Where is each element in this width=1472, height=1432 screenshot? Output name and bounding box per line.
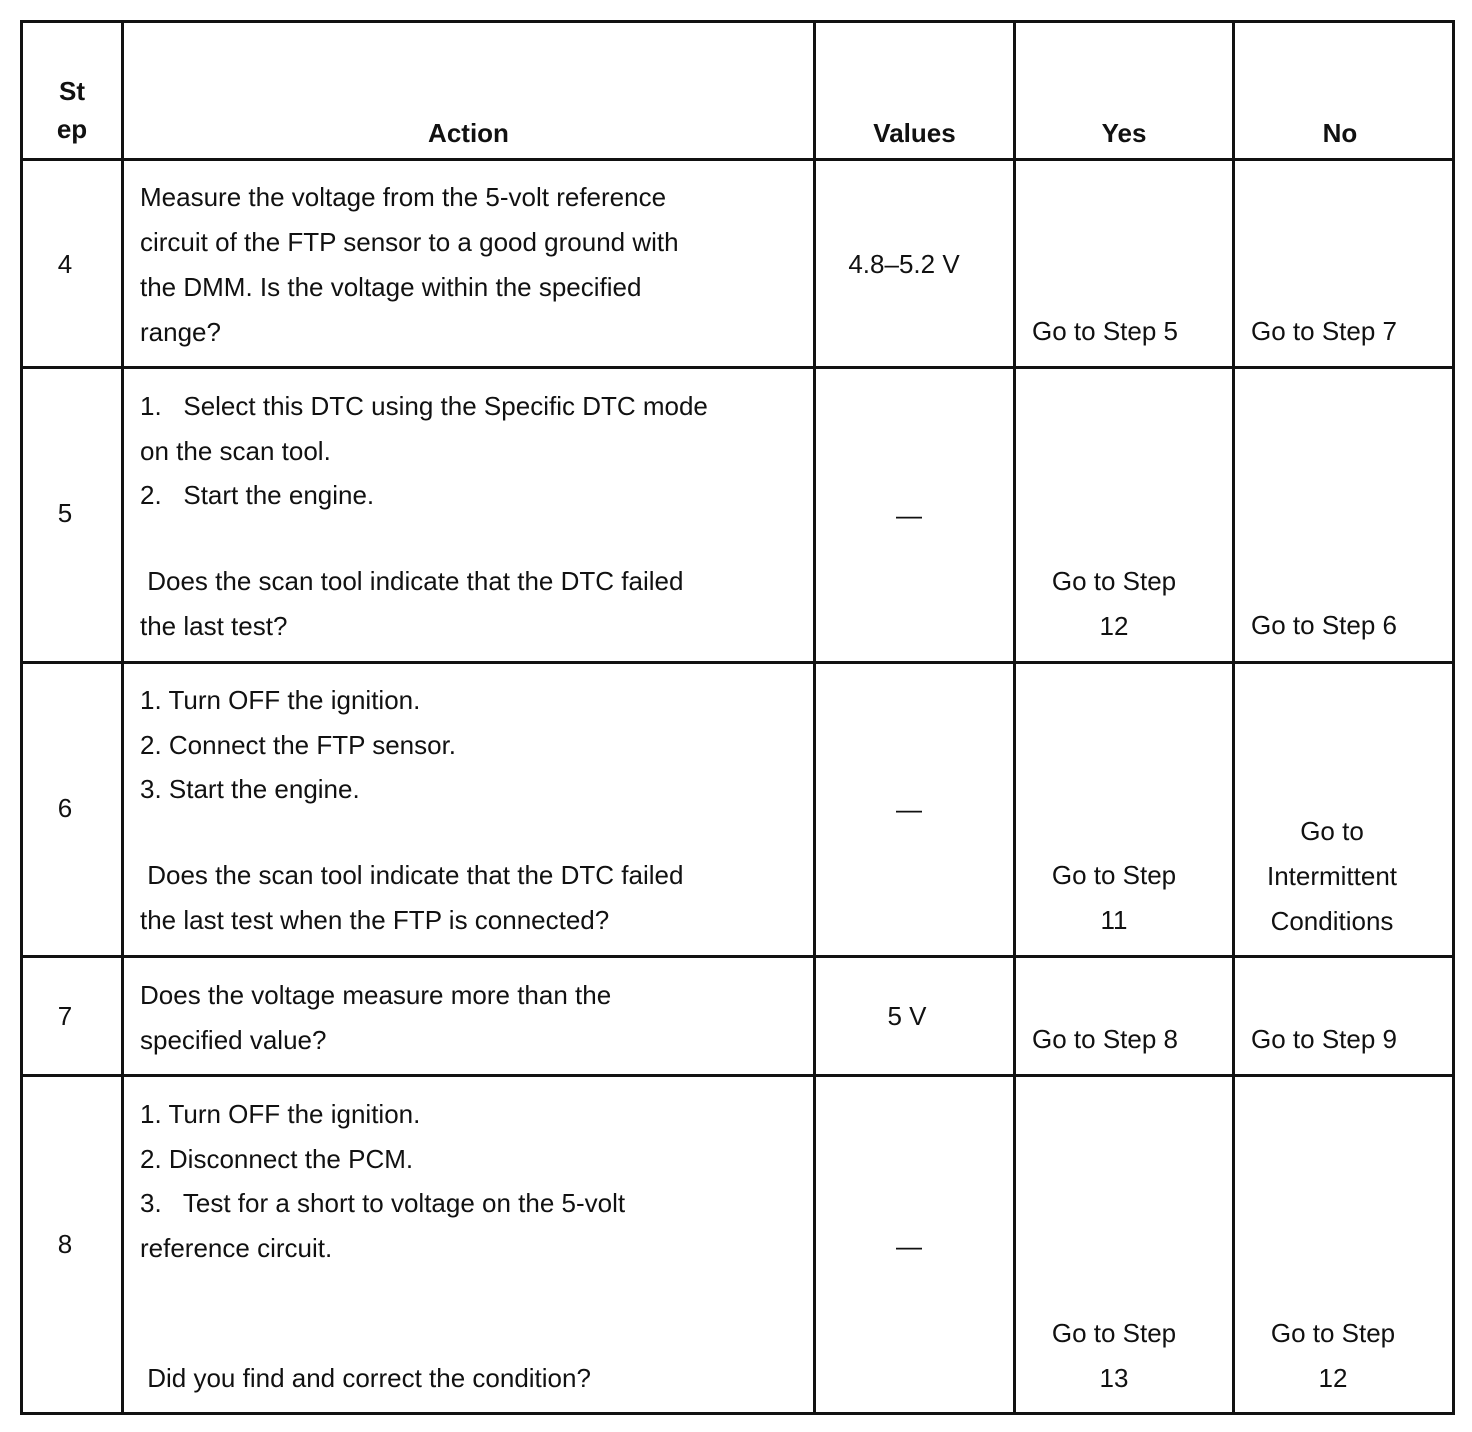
action-text: Measure the voltage from the 5-volt reference circuit of the FTP sensor to a good ground with the DMM. Is the voltage within the specified range? — [140, 182, 679, 347]
value-text: — — [896, 500, 922, 530]
header-yes: Yes — [1101, 118, 1147, 148]
column-divider — [813, 20, 816, 1415]
row-divider — [20, 158, 1455, 161]
step-number: 7 — [57, 1001, 73, 1031]
no-link[interactable]: Go to Step 9 — [1251, 1024, 1397, 1054]
action-item: 3. Test for a short to voltage on the 5-volt reference circuit. — [140, 1188, 626, 1263]
action-text: Does the voltage measure more than the specified value? — [140, 980, 612, 1055]
row-divider — [20, 366, 1455, 369]
action-item: 1. Select this DTC using the Specific DTC mode on the scan tool. — [140, 391, 708, 466]
value-text: 5 V — [887, 1001, 927, 1031]
no-link[interactable]: Go to Step 7 — [1251, 316, 1397, 346]
action-item: 1. Turn OFF the ignition. — [140, 1099, 421, 1129]
header-no: No — [1322, 118, 1358, 148]
value-text: 4.8–5.2 V — [848, 249, 960, 279]
step-number: 4 — [57, 249, 73, 279]
column-divider — [121, 20, 124, 1415]
column-divider — [1232, 20, 1235, 1415]
action-item: 1. Turn OFF the ignition. — [140, 685, 421, 715]
action-item: 2. Start the engine. — [140, 480, 375, 510]
step-number: 8 — [57, 1229, 73, 1259]
action-question: Did you find and correct the condition? — [140, 1363, 591, 1393]
row-divider — [20, 1074, 1455, 1077]
action-item: 2. Disconnect the PCM. — [140, 1144, 414, 1174]
action-question: Does the scan tool indicate that the DTC failed the last test? — [140, 566, 684, 641]
header-values: Values — [873, 118, 956, 148]
action-item: 3. Start the engine. — [140, 774, 360, 804]
header-step: St ep — [56, 76, 88, 144]
step-number: 6 — [57, 793, 73, 823]
action-item: 2. Connect the FTP sensor. — [140, 730, 457, 760]
yes-link[interactable]: Go to Step 5 — [1032, 316, 1178, 346]
no-link[interactable]: Go to Step 12 — [1270, 1318, 1396, 1393]
header-action: Action — [428, 118, 509, 148]
action-question: Does the scan tool indicate that the DTC failed the last test when the FTP is connected? — [140, 860, 684, 935]
value-text: — — [896, 1231, 922, 1261]
no-link[interactable]: Go to Intermittent Conditions — [1266, 816, 1398, 936]
row-divider — [20, 955, 1455, 958]
value-text: — — [896, 794, 922, 824]
yes-link[interactable]: Go to Step 13 — [1051, 1318, 1177, 1393]
yes-link[interactable]: Go to Step 8 — [1032, 1024, 1178, 1054]
no-link[interactable]: Go to Step 6 — [1251, 610, 1397, 640]
column-divider — [1013, 20, 1016, 1415]
yes-link[interactable]: Go to Step 12 — [1051, 566, 1177, 641]
yes-link[interactable]: Go to Step 11 — [1051, 860, 1177, 935]
row-divider — [20, 661, 1455, 664]
step-number: 5 — [57, 498, 73, 528]
